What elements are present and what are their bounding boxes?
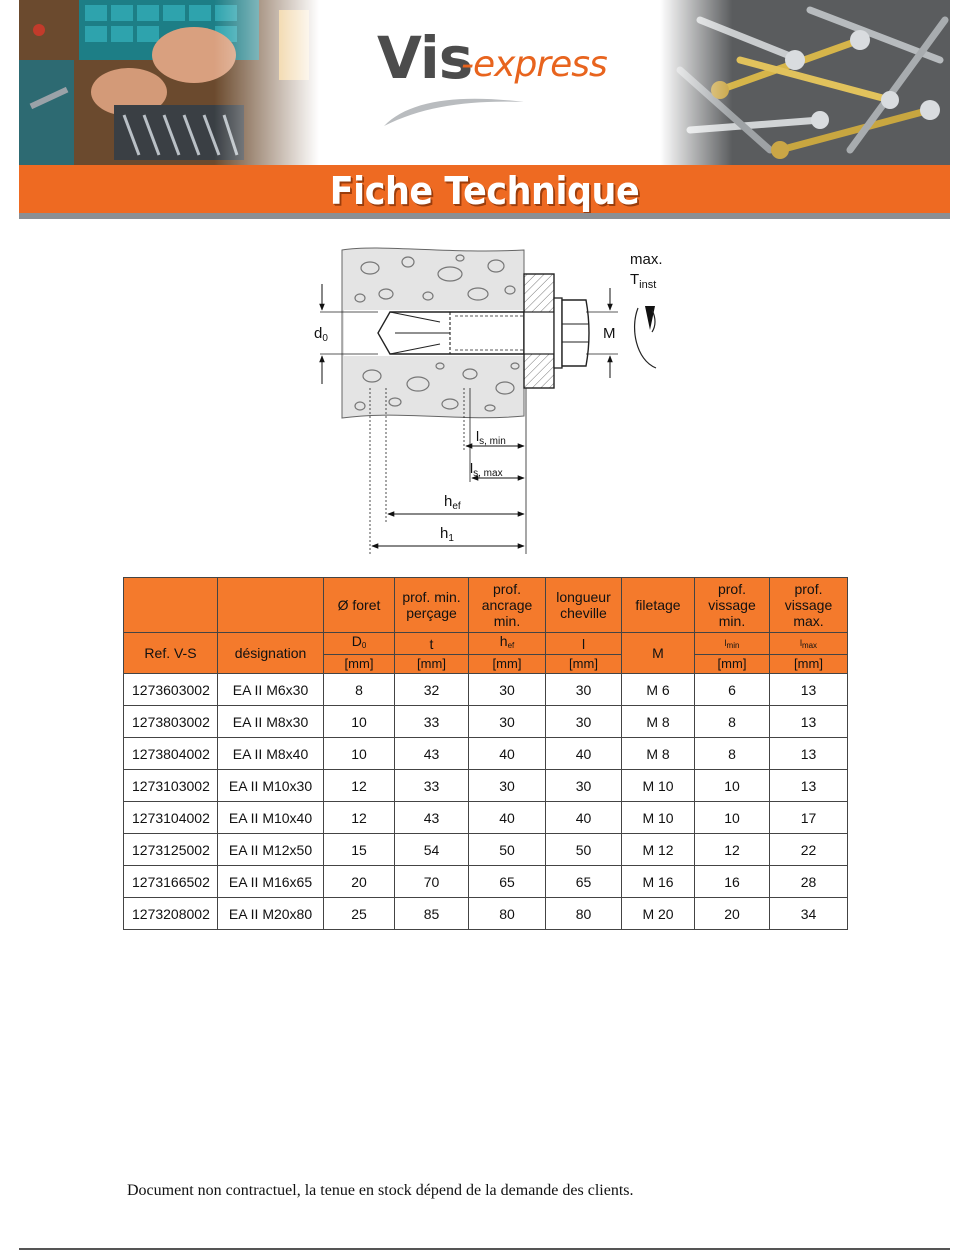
- unit-cell: [mm]: [770, 655, 848, 674]
- symbol-l: l: [546, 633, 622, 655]
- header-vissage-min: prof. vissage min.: [695, 578, 770, 633]
- cell-designation: EA II M16x65: [218, 866, 324, 898]
- cell-t: 70: [395, 866, 469, 898]
- ls-max-label: $l_{s, max}$: [470, 460, 503, 479]
- page-title: Fiche Technique: [329, 169, 640, 213]
- cell-l: 50: [546, 834, 622, 866]
- torque-arrow-icon: [635, 306, 656, 368]
- header-ref: Ref. V-S: [124, 633, 218, 674]
- cell-d0: 25: [324, 898, 395, 930]
- bolt-head: [524, 274, 589, 388]
- cell-lmax: 17: [770, 802, 848, 834]
- cell-hef: 30: [469, 706, 546, 738]
- cell-d0: 10: [324, 706, 395, 738]
- cell-hef: 50: [469, 834, 546, 866]
- header-designation: désignation: [218, 633, 324, 674]
- cell-lmin: 16: [695, 866, 770, 898]
- cell-l: 40: [546, 802, 622, 834]
- cell-m: M 10: [622, 802, 695, 834]
- cell-lmax: 13: [770, 674, 848, 706]
- symbol-lmin: $l_{min}$: [695, 633, 770, 655]
- cell-m: M 6: [622, 674, 695, 706]
- cell-t: 33: [395, 770, 469, 802]
- banner-divider: [19, 213, 950, 219]
- header-foret: Ø foret: [324, 578, 395, 633]
- header-ancrage: prof. ancrage min.: [469, 578, 546, 633]
- anchor-diagram: [300, 238, 680, 558]
- cell-ref: 1273804002: [124, 738, 218, 770]
- cell-t: 33: [395, 706, 469, 738]
- title-banner: [19, 165, 950, 213]
- cell-designation: EA II M12x50: [218, 834, 324, 866]
- cell-hef: 40: [469, 738, 546, 770]
- cell-l: 30: [546, 706, 622, 738]
- table-row: [124, 898, 848, 930]
- unit-cell: [mm]: [324, 655, 395, 674]
- cell-hef: 30: [469, 674, 546, 706]
- unit-cell: [mm]: [695, 655, 770, 674]
- cell-d0: 20: [324, 866, 395, 898]
- cell-ref: 1273104002: [124, 802, 218, 834]
- cell-ref: 1273166502: [124, 866, 218, 898]
- hef-label: $h_{ef}$: [444, 493, 461, 512]
- cell-ref: 1273208002: [124, 898, 218, 930]
- anchor-sleeve: [378, 312, 524, 354]
- ls-min-label: $l_{s, min}$: [476, 428, 506, 447]
- table-row: [124, 802, 848, 834]
- cell-lmin: 6: [695, 674, 770, 706]
- unit-cell: [mm]: [395, 655, 469, 674]
- cell-l: 30: [546, 770, 622, 802]
- header-percage: prof. min. perçage: [395, 578, 469, 633]
- symbol-d0: $D_0$: [324, 633, 395, 655]
- cell-lmin: 12: [695, 834, 770, 866]
- h1-label: $h_1$: [440, 525, 454, 544]
- cell-lmax: 34: [770, 898, 848, 930]
- table-row: [124, 706, 848, 738]
- cell-hef: 40: [469, 802, 546, 834]
- workshop-photo: [19, 0, 319, 165]
- cell-lmin: 8: [695, 738, 770, 770]
- cell-d0: 15: [324, 834, 395, 866]
- cell-d0: 10: [324, 738, 395, 770]
- footer-divider: [19, 1248, 950, 1250]
- cell-lmin: 10: [695, 802, 770, 834]
- table-row: [124, 738, 848, 770]
- cell-lmin: 10: [695, 770, 770, 802]
- cell-lmin: 8: [695, 706, 770, 738]
- max-label: max.: [630, 251, 663, 268]
- cell-designation: EA II M6x30: [218, 674, 324, 706]
- header-filetage: filetage: [622, 578, 695, 633]
- cell-lmax: 28: [770, 866, 848, 898]
- cell-designation: EA II M8x30: [218, 706, 324, 738]
- cell-designation: EA II M10x40: [218, 802, 324, 834]
- cell-l: 65: [546, 866, 622, 898]
- d0-label: $d_0$: [314, 325, 328, 344]
- symbol-hef: $h_{ef}$: [469, 633, 546, 655]
- cell-t: 43: [395, 738, 469, 770]
- cell-lmax: 13: [770, 706, 848, 738]
- cell-m: M 8: [622, 738, 695, 770]
- header-cell-empty: [124, 578, 218, 633]
- cell-lmax: 13: [770, 738, 848, 770]
- table-header-row: [124, 578, 848, 633]
- cell-hef: 80: [469, 898, 546, 930]
- cell-designation: EA II M20x80: [218, 898, 324, 930]
- logo-primary-text: Vis: [377, 24, 473, 92]
- cell-m: M 8: [622, 706, 695, 738]
- cell-l: 30: [546, 674, 622, 706]
- cell-ref: 1273125002: [124, 834, 218, 866]
- header: [19, 0, 950, 165]
- cell-d0: 8: [324, 674, 395, 706]
- unit-cell: [mm]: [546, 655, 622, 674]
- cell-hef: 30: [469, 770, 546, 802]
- cell-t: 54: [395, 834, 469, 866]
- cell-l: 80: [546, 898, 622, 930]
- disclaimer-text: Document non contractuel, la tenue en stock dépend de la demande des clients.: [127, 1182, 634, 1199]
- cell-ref: 1273803002: [124, 706, 218, 738]
- symbol-m: M: [622, 633, 695, 674]
- cell-designation: EA II M10x30: [218, 770, 324, 802]
- cell-lmax: 22: [770, 834, 848, 866]
- cell-m: M 10: [622, 770, 695, 802]
- header-cell-empty: [218, 578, 324, 633]
- header-vissage-max: prof. vissage max.: [770, 578, 848, 633]
- vis-express-logo: [359, 18, 629, 128]
- spec-table: [123, 577, 848, 930]
- cell-d0: 12: [324, 770, 395, 802]
- unit-cell: [mm]: [469, 655, 546, 674]
- table-symbol-row: [124, 633, 848, 655]
- cell-m: M 12: [622, 834, 695, 866]
- cell-lmax: 13: [770, 770, 848, 802]
- table-row: [124, 866, 848, 898]
- cell-l: 40: [546, 738, 622, 770]
- table-row: [124, 674, 848, 706]
- screws-photo: [660, 0, 950, 165]
- logo-secondary-text: -express: [461, 44, 607, 85]
- tinst-label: $T_{inst}$: [630, 271, 657, 291]
- cell-ref: 1273103002: [124, 770, 218, 802]
- cell-d0: 12: [324, 802, 395, 834]
- cell-t: 85: [395, 898, 469, 930]
- table-row: [124, 834, 848, 866]
- symbol-t: t: [395, 633, 469, 655]
- m-label: M: [603, 325, 616, 342]
- cell-lmin: 20: [695, 898, 770, 930]
- cell-m: M 16: [622, 866, 695, 898]
- cell-designation: EA II M8x40: [218, 738, 324, 770]
- cell-t: 43: [395, 802, 469, 834]
- cell-m: M 20: [622, 898, 695, 930]
- symbol-lmax: $l_{max}$: [770, 633, 848, 655]
- cell-ref: 1273603002: [124, 674, 218, 706]
- table-row: [124, 770, 848, 802]
- logo-swoosh: [379, 88, 529, 128]
- cell-hef: 65: [469, 866, 546, 898]
- header-longueur: longueur cheville: [546, 578, 622, 633]
- cell-t: 32: [395, 674, 469, 706]
